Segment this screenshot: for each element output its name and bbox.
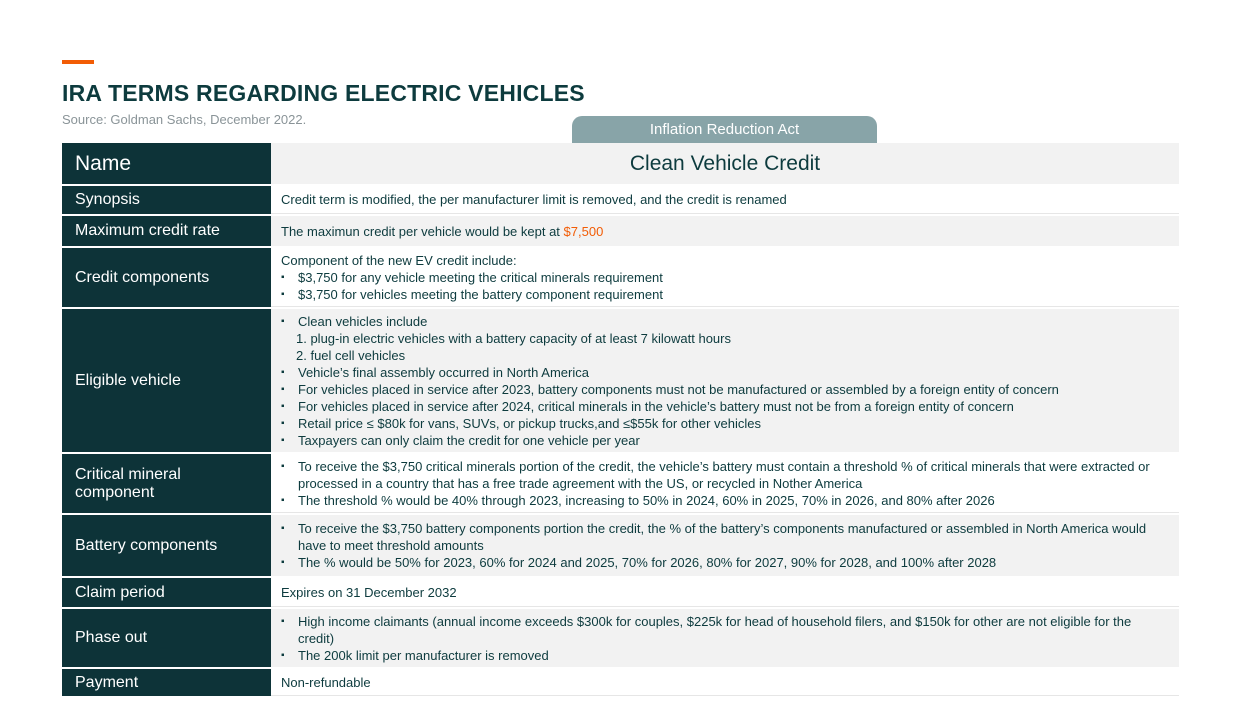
row-header-battery-components: Battery components	[62, 515, 271, 576]
bullet-marker: ▪	[281, 494, 285, 506]
row-header-eligible-vehicle: Eligible vehicle	[62, 309, 271, 452]
bullet-marker: ▪	[281, 271, 285, 283]
bullet-marker: ▪	[281, 400, 285, 412]
ira-terms-table	[62, 143, 1179, 696]
list-item: ▪ The 200k limit per manufacturer is removed	[281, 647, 549, 663]
bullet-marker: ▪	[281, 383, 285, 395]
synopsis-cell	[271, 186, 1179, 214]
credit-name-cell: Clean Vehicle Credit	[271, 143, 1179, 184]
payment-text: Non-refundable	[281, 674, 371, 690]
max-credit-cell	[271, 216, 1179, 246]
credit-components-intro: Component of the new EV credit include:	[281, 252, 517, 268]
numbered-item: 2. fuel cell vehicles	[296, 347, 406, 363]
list-item: ▪ Vehicle’s final assembly occurred in North America	[281, 364, 589, 380]
list-item: ▪ The % would be 50% for 2023, 60% for 2024 and 2025, 70% for 2026, 80% for 2027, 90% for 2028, and 100% after 2028	[281, 555, 997, 570]
list-item: ▪ To receive the $3,750 critical minerals portion of the credit, the vehicle’s battery must contain a threshold % of critical minerals that were extracted or processed in a country that has a free trade agreement with the US, or recycled in Nother America	[281, 458, 1150, 491]
page-title: IRA TERMS REGARDING ELECTRIC VEHICLES	[62, 80, 585, 106]
bullet-marker: ▪	[281, 523, 285, 534]
bullet-marker: ▪	[281, 366, 285, 378]
max-credit-text: The maximun credit per vehicle would be kept at	[281, 223, 564, 239]
bullet-marker: ▪	[281, 557, 285, 568]
critical-mineral-cell	[271, 454, 1179, 513]
row-header-synopsis: Synopsis	[62, 186, 271, 214]
bullet-marker: ▪	[281, 460, 285, 472]
bullet-marker: ▪	[281, 434, 285, 446]
list-item: ▪ Clean vehicles include	[281, 313, 428, 329]
row-header-name: Name	[62, 143, 271, 184]
synopsis-text: Credit term is modified, the per manufacturer limit is removed, and the credit is renamed	[281, 192, 787, 207]
inflation-reduction-act-tab: Inflation Reduction Act	[572, 116, 877, 143]
row-header-max-credit: Maximum credit rate	[62, 216, 271, 246]
numbered-item: 1. plug-in electric vehicles with a battery capacity of at least 7 kilowatt hours	[296, 330, 731, 346]
payment-cell	[271, 669, 1179, 696]
bullet-marker: ▪	[281, 417, 285, 429]
row-header-payment: Payment	[62, 669, 271, 696]
title-accent-bar	[62, 60, 94, 64]
bullet-marker: ▪	[281, 288, 285, 300]
row-header-phase-out: Phase out	[62, 609, 271, 667]
eligible-vehicle-cell	[271, 309, 1179, 452]
list-item: ▪ For vehicles placed in service after 2024, critical minerals in the vehicle’s battery must not be from a foreign entity of concern	[281, 398, 1014, 414]
row-header-credit-components: Credit components	[62, 248, 271, 307]
list-item: ▪ The threshold % would be 40% through 2023, increasing to 50% in 2024, 60% in 2025, 70% in 2026, and 80% after 2026	[281, 492, 995, 508]
list-item: ▪ Taxpayers can only claim the credit for one vehicle per year	[281, 432, 640, 448]
phase-out-cell	[271, 609, 1179, 667]
row-header-claim-period: Claim period	[62, 578, 271, 607]
battery-components-cell	[271, 515, 1179, 576]
bullet-marker: ▪	[281, 615, 285, 627]
bullet-marker: ▪	[281, 315, 285, 327]
source-note: Source: Goldman Sachs, December 2022.	[62, 112, 307, 127]
row-header-critical-mineral: Critical mineral component	[62, 454, 271, 513]
max-credit-amount: $7,500	[563, 223, 604, 239]
list-item: ▪ $3,750 for any vehicle meeting the critical minerals requirement	[281, 269, 663, 285]
list-item: ▪ Retail price ≤ $80k for vans, SUVs, or pickup trucks,and ≤$55k for other vehicles	[281, 415, 761, 431]
list-item: ▪ $3,750 for vehicles meeting the battery component requirement	[281, 286, 663, 302]
claim-period-cell	[271, 578, 1179, 607]
credit-components-cell	[271, 248, 1179, 307]
claim-period-text: Expires on 31 December 2032	[281, 584, 457, 600]
list-item: ▪ For vehicles placed in service after 2023, battery components must not be manufactured or assembled by a foreign entity of concern	[281, 381, 1059, 397]
bullet-marker: ▪	[281, 649, 285, 661]
list-item: ▪ High income claimants (annual income exceeds $300k for couples, $225k for head of household filers, and $150k for other are not eligible for the credit)	[281, 613, 1132, 646]
list-item: ▪ To receive the $3,750 battery components portion the credit, the % of the battery’s components manufactured or assembled in North America would have to meet threshold amounts	[281, 521, 1147, 553]
